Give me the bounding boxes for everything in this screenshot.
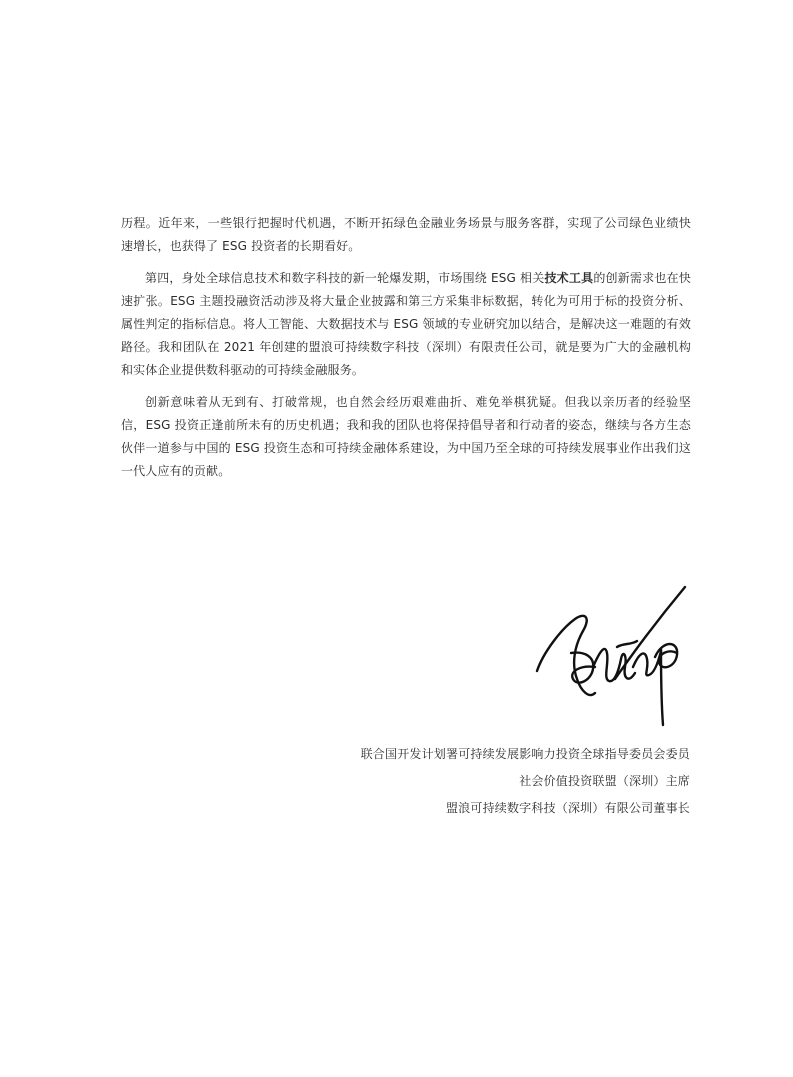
signer-title-undp: 联合国开发计划署可持续发展影响力投资全球指导委员会委员 bbox=[360, 747, 690, 761]
paragraph-fourth-point-lead: 第四，身处全球信息技术和数字科技的新一轮爆发期，市场围绕 ESG 相关 bbox=[145, 271, 545, 285]
paragraph-conclusion-text: 创新意味着从无到有、打破常规，也自然会经历艰难曲折、难免举棋犹疑。但我以亲历者的经验坚信，ESG 投资正逢前所未有的历史机遇；我和我的团队也将保持倡导者和行动者的姿态，继续与各方生态伙伴一道参与中国的 ESG 投资生态和可持续金融体系建设，为中国乃至全球的可持续发展事业作出我们这一代人应有的贡献。 bbox=[121, 395, 691, 478]
signer-title-alliance: 社会价值投资联盟（深圳）主席 bbox=[519, 774, 690, 788]
paragraph-fourth-point bbox=[121, 267, 691, 382]
signature-icon bbox=[533, 583, 691, 728]
signer-titles bbox=[361, 741, 690, 822]
paragraph-history-text: 历程。近年来，一些银行把握时代机遇，不断开拓绿色金融业务场景与服务客群，实现了公司绿色业绩快速增长，也获得了 ESG 投资者的长期看好。 bbox=[121, 216, 691, 253]
signer-title-company: 盟浪可持续数字科技（深圳）有限公司董事长 bbox=[445, 801, 690, 815]
paragraph-fourth-point-emphasis: 技术工具 bbox=[544, 271, 594, 285]
paragraph-history bbox=[121, 212, 691, 258]
article-body bbox=[121, 212, 691, 492]
paragraph-conclusion bbox=[121, 391, 691, 483]
paragraph-fourth-point-rest: 的创新需求也在快速扩张。ESG 主题投融资活动涉及将大量企业披露和第三方采集非标数据，转化为可用于标的投资分析、属性判定的指标信息。将人工智能、大数据技术与 ESG 领域的专业研究加以结合，是解决这一难题的有效路径。我和团队在 2021 年创建的盟浪可持续数字科技（深圳）有限责任公司，就是要为广大的金融机构和实体企业提供数科驱动的可持续金融服务。 bbox=[121, 271, 692, 377]
handwritten-signature bbox=[533, 583, 691, 728]
